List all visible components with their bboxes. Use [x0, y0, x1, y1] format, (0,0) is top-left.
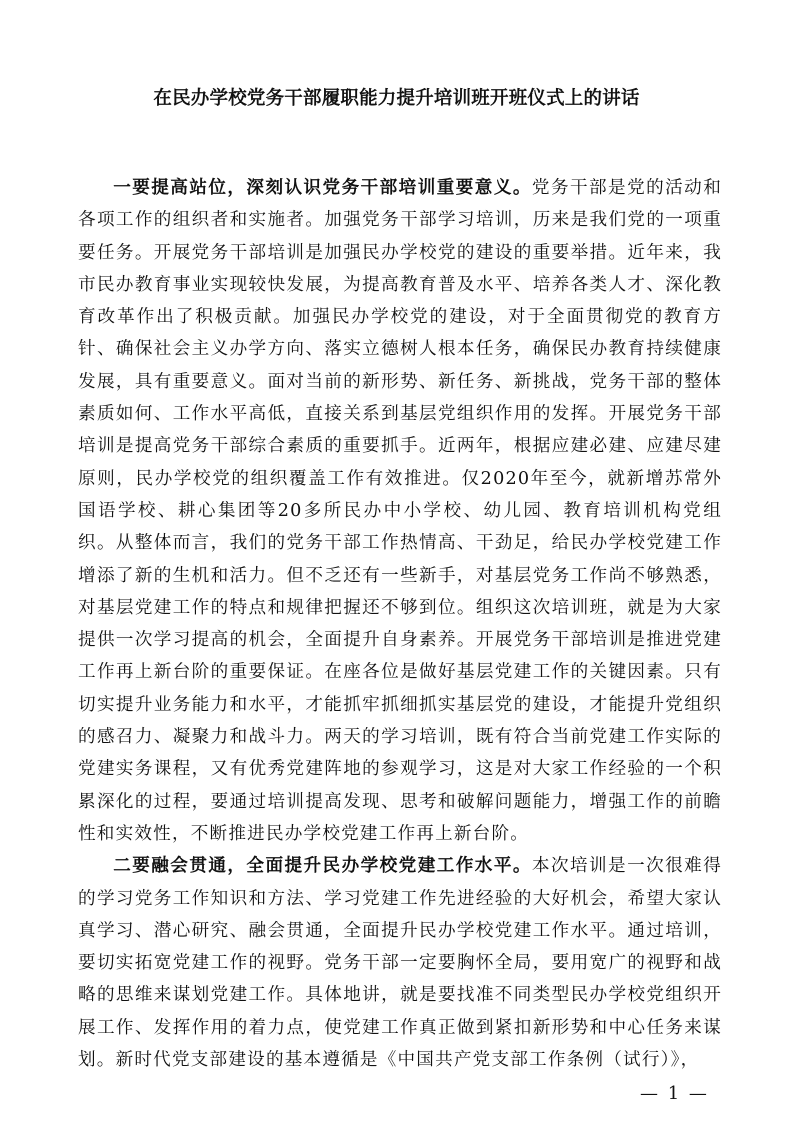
- paragraph-1-text: 党务干部是党的活动和各项工作的组织者和实施者。加强党务干部学习培训，历来是我们党的一项重要任务。开展党务干部培训是加强民办学校党的建设的重要举措。近年来，我市民办教育事业实现较快发展，为提高教育普及水平、培养各类人才、深化教育改革作出了积极贡献。加强民办学校党的建设，对于全面贯彻党的教育方针、确保社会主义办学方向、落实立德树人根本任务，确保民办教育持续健康发展，具有重要意义。面对当前的新形势、新任务、新挑战，党务干部的整体素质如何、工作水平高低，直接关系到基层党组织作用的发挥。开展党务干部培训是提高党务干部综合素质的重要抓手。近两年，根据应建必建、应建尽建原则，民办学校党的组织覆盖工作有效推进。仅2020年至今，就新增苏常外国语学校、耕心集团等20多所民办中小学校、幼儿园、教育培训机构党组织。从整体而言，我们的党务干部工作热情高、干劲足，给民办学校党建工作增添了新的生机和活力。但不乏还有一些新手，对基层党务工作尚不够熟悉，对基层党建工作的特点和规律把握还不够到位。组织这次培训班，就是为大家提供一次学习提高的机会，全面提升自身素养。开展党务干部培训是推进党建工作再上新台阶的重要保证。在座各位是做好基层党建工作的关键因素。只有切实提升业务能力和水平，才能抓牢抓细抓实基层党的建设，才能提升党组织的感召力、凝聚力和战斗力。两天的学习培训，既有符合当前党建工作实际的党建实务课程，又有优秀党建阵地的参观学习，这是对大家工作经验的一个积累深化的过程，要通过培训提高发现、思考和破解问题能力，增强工作的前瞻性和实效性，不断推进民办学校党建工作再上新台阶。: [78, 178, 722, 844]
- document-title: 在民办学校党务干部履职能力提升培训班开班仪式上的讲话: [153, 88, 640, 109]
- paragraph-2: [78, 850, 722, 1076]
- paragraph-2-text: 本次培训是一次很难得的学习党务工作知识和方法、学习党建工作先进经验的大好机会，希望大家认真学习、潜心研究、融会贯通，全面提升民办学校党建工作水平。通过培训，要切实拓宽党建工作的视野。党务干部一定要胸怀全局，要用宽广的视野和战略的思维来谋划党建工作。具体地讲，就是要找准不同类型民办学校党组织开展工作、发挥作用的着力点，使党建工作真正做到紧扣新形势和中心任务来谋划。新时代党支部建设的基本遵循是《中国共产党支部工作条例（试行）》，: [78, 856, 722, 1071]
- paragraph-1: [78, 172, 722, 850]
- page-number: — 1 —: [640, 1083, 709, 1104]
- paragraph-2-heading: 二要融会贯通，全面提升民办学校党建工作水平。: [113, 855, 532, 877]
- document-body: [78, 172, 722, 1076]
- paragraph-1-heading: 一要提高站位，深刻认识党务干部培训重要意义。: [113, 177, 532, 198]
